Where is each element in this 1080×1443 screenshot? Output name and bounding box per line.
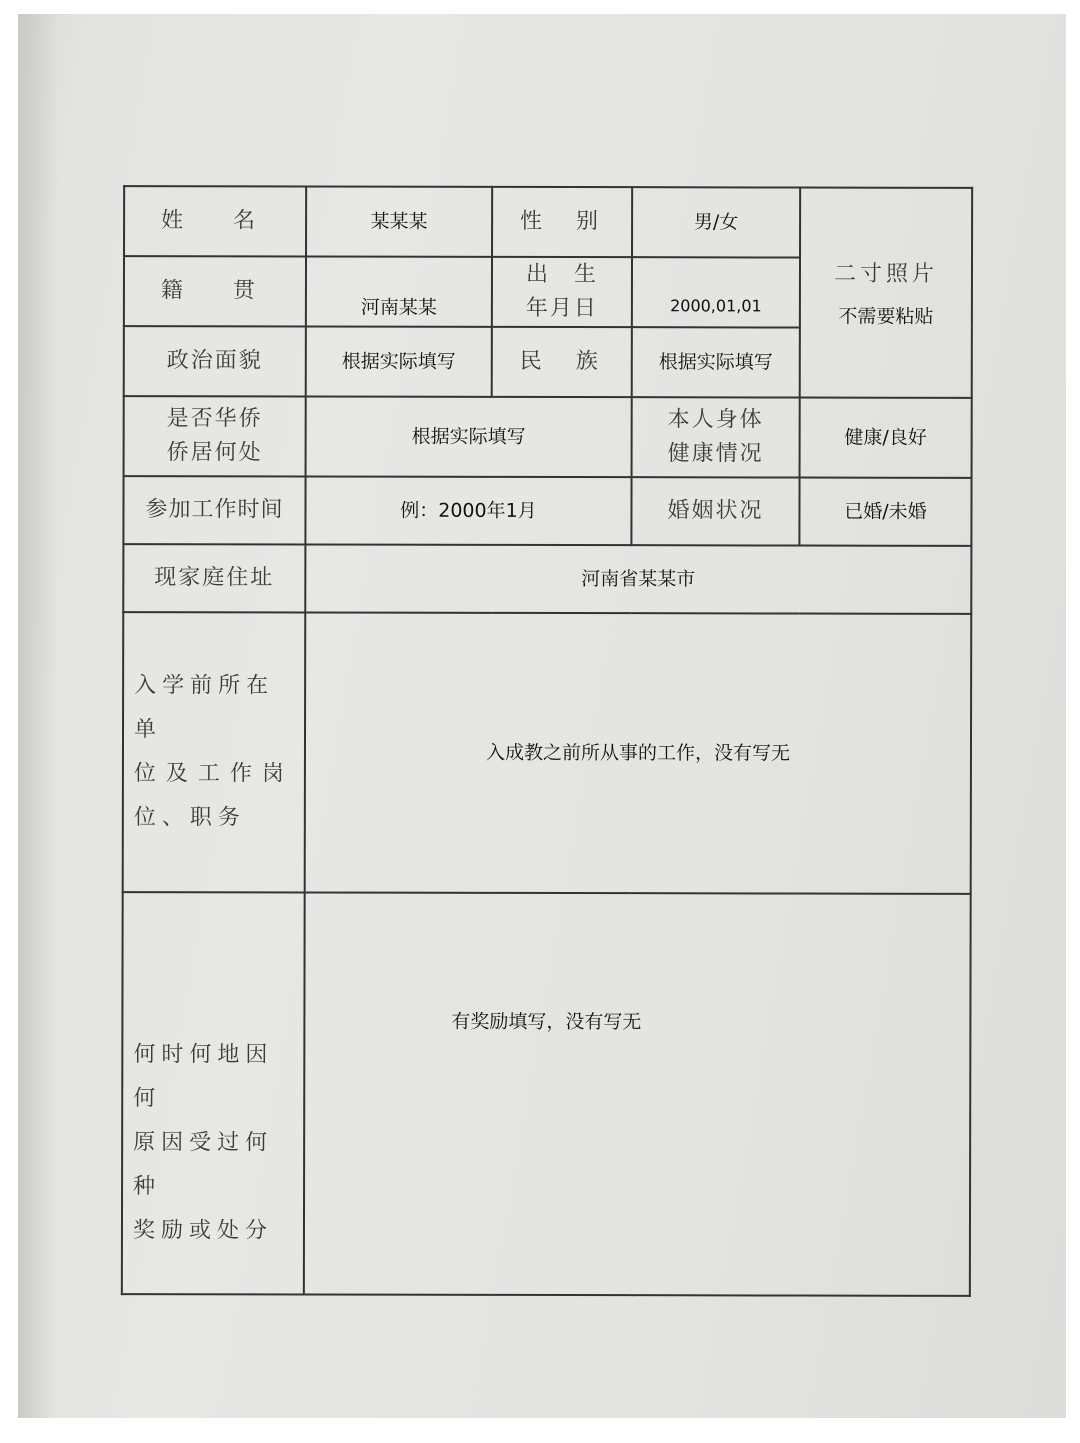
row-work-time — [123, 476, 971, 546]
awards-value-text: 有奖励填写，没有写无 — [451, 1010, 642, 1034]
native-place-value: 河南某某 — [306, 256, 492, 326]
birth-date-value: 2000,01,01 — [632, 257, 800, 327]
photo-title: 二寸照片 — [833, 261, 939, 287]
ethnicity-label: 民 族 — [492, 327, 632, 397]
birth-label-line2: 年月日 — [525, 295, 598, 322]
overseas-chinese-value: 根据实际填写 — [306, 396, 632, 477]
prior-job-label-line1: 入学前所在单 — [133, 673, 275, 743]
birth-date-label — [492, 257, 632, 327]
health-value: 健康/良好 — [800, 398, 972, 478]
prior-employment-value: 入成教之前所从事的工作，没有写无 — [305, 612, 972, 893]
photo-note: 不需要粘贴 — [838, 305, 934, 328]
photo-cell — [800, 188, 972, 398]
health-label-line1: 本人身体 — [667, 407, 764, 433]
name-value: 某某某 — [306, 186, 492, 256]
work-start-time-label: 参加工作时间 — [123, 476, 305, 544]
home-address-label: 现家庭住址 — [123, 544, 305, 612]
marital-status-label: 婚姻状况 — [631, 477, 799, 545]
native-place-label: 籍 贯 — [124, 256, 306, 326]
health-label — [632, 397, 800, 477]
overseas-chinese-label — [124, 396, 306, 476]
prior-job-label-line2: 位及工作岗 — [133, 761, 294, 787]
row-overseas — [124, 396, 972, 478]
row-name — [124, 186, 972, 258]
political-status-label: 政治面貌 — [124, 326, 306, 396]
paper-fold-shadow — [18, 14, 58, 1418]
award-label-line2: 原因受过何种 — [133, 1130, 274, 1200]
row-awards — [122, 892, 971, 1296]
birth-label-line1: 出 生 — [525, 261, 599, 288]
award-label-line3: 奖励或处分 — [132, 1218, 274, 1244]
overseas-label-line2: 侨居何处 — [166, 440, 263, 466]
row-prior-job — [123, 612, 972, 894]
health-label-line2: 健康情况 — [667, 441, 764, 467]
registration-form-table — [121, 185, 973, 1297]
award-label-line1: 何时何地因何 — [133, 1042, 274, 1112]
prior-job-label-line3: 位、职务 — [133, 805, 246, 831]
awards-penalties-value — [304, 892, 971, 1295]
gender-label: 性 别 — [492, 187, 632, 257]
row-address — [123, 544, 971, 614]
political-status-value: 根据实际填写 — [306, 326, 492, 396]
prior-employment-label — [123, 612, 306, 892]
ethnicity-value: 根据实际填写 — [632, 327, 800, 397]
marital-status-value: 已婚/未婚 — [799, 478, 971, 546]
awards-penalties-label — [122, 892, 305, 1294]
gender-value: 男/女 — [632, 187, 800, 257]
work-start-time-value: 例：2000年1月 — [305, 476, 631, 545]
overseas-label-line1: 是否华侨 — [166, 406, 263, 432]
name-label: 姓 名 — [124, 186, 306, 256]
home-address-value: 河南省某某市 — [305, 544, 971, 613]
